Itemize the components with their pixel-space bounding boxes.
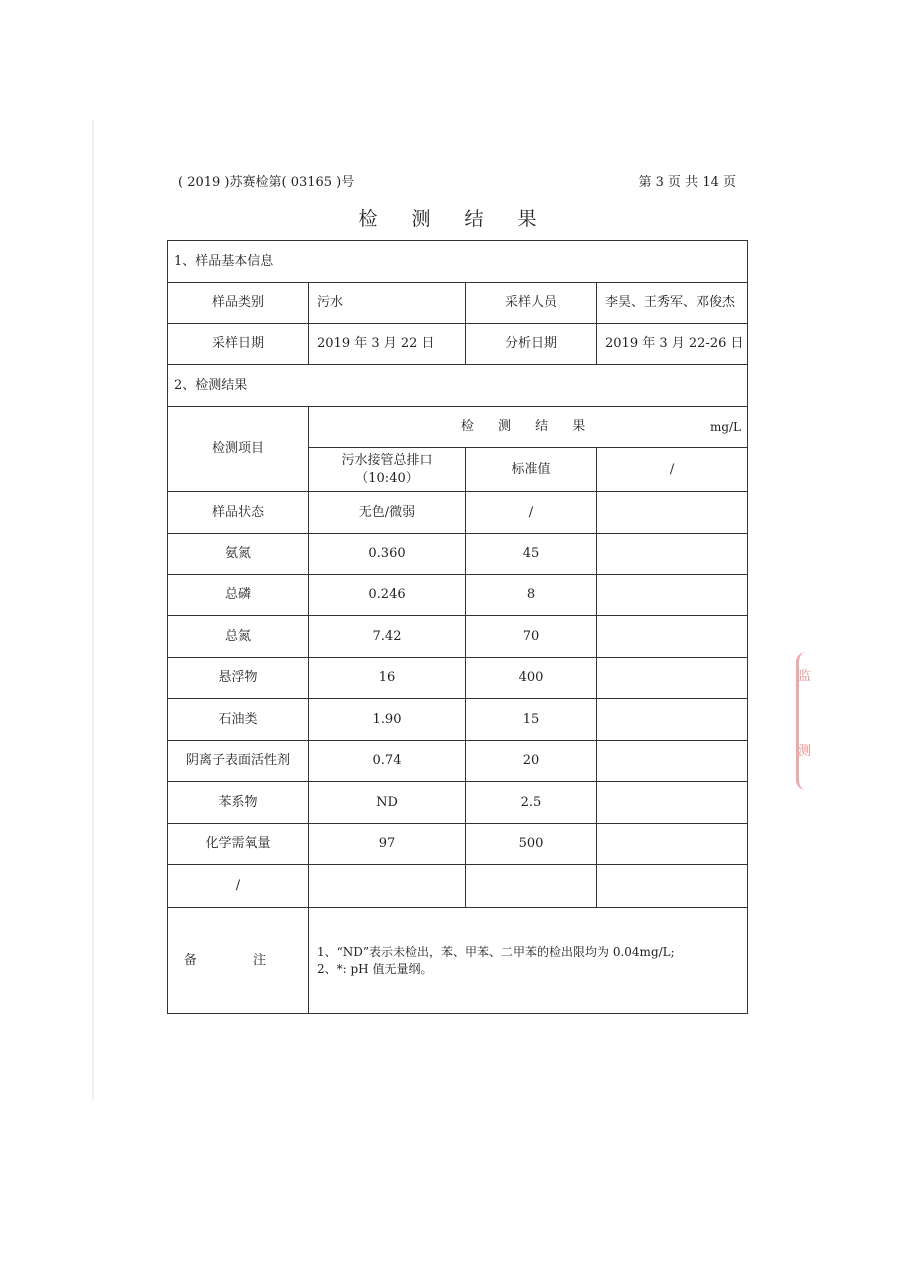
- item-value: 0.360: [309, 534, 466, 575]
- item-name: 氨氮: [168, 534, 309, 575]
- item-extra: [597, 782, 748, 824]
- item-extra: [597, 699, 748, 741]
- analysis-date-label: 分析日期: [466, 324, 597, 365]
- table-row: [168, 741, 748, 782]
- table-row: [168, 658, 748, 699]
- table-row: [168, 492, 748, 534]
- item-name: 石油类: [168, 699, 309, 741]
- scan-edge: [92, 120, 94, 1100]
- page-title: 检 测 结 果: [358, 208, 551, 230]
- sampling-date-value: 2019 年 3 月 22 日: [309, 324, 466, 365]
- item-standard: 70: [466, 616, 597, 658]
- item-standard: 400: [466, 658, 597, 699]
- section1-heading: 1、样品基本信息: [168, 241, 748, 283]
- table-row: [168, 865, 748, 908]
- item-name: 化学需氧量: [168, 824, 309, 865]
- sampling-point-header: [309, 448, 466, 492]
- item-name: /: [168, 865, 309, 908]
- sampler-value: 李昊、王秀军、邓俊杰: [597, 283, 748, 324]
- table-row: [168, 283, 748, 324]
- item-extra: [597, 534, 748, 575]
- item-value: 无色/微弱: [309, 492, 466, 534]
- sampling-point-time: （10:40）: [355, 470, 419, 486]
- item-standard: 20: [466, 741, 597, 782]
- sampling-date-label: 采样日期: [168, 324, 309, 365]
- standard-header: 标准值: [466, 448, 597, 492]
- item-standard: 8: [466, 575, 597, 616]
- seal-char-1: 监: [798, 669, 812, 684]
- item-value: 1.90: [309, 699, 466, 741]
- results-table: [167, 240, 748, 1014]
- item-extra: [597, 492, 748, 534]
- analysis-date-value: 2019 年 3 月 22-26 日: [597, 324, 748, 365]
- item-value: 7.42: [309, 616, 466, 658]
- item-value: ND: [309, 782, 466, 824]
- item-extra: [597, 658, 748, 699]
- notes-label: [168, 908, 309, 1014]
- item-name: 悬浮物: [168, 658, 309, 699]
- note-line-1: 1、“ND”表示未检出，苯、甲苯、二甲苯的检出限均为 0.04mg/L;: [317, 945, 675, 960]
- item-standard: 45: [466, 534, 597, 575]
- notes-row: [168, 908, 748, 1014]
- item-standard: /: [466, 492, 597, 534]
- document-number: ( 2019 )苏赛检第( 03165 )号: [178, 175, 355, 190]
- table-row: [168, 616, 748, 658]
- unit-label: mg/L: [709, 419, 742, 434]
- result-header-title: 检 测 结 果: [460, 419, 596, 435]
- item-value: 0.246: [309, 575, 466, 616]
- item-column-header: 检测项目: [168, 407, 309, 492]
- item-standard: [466, 865, 597, 908]
- table-row: [168, 699, 748, 741]
- result-header: [309, 407, 748, 448]
- item-name: 总磷: [168, 575, 309, 616]
- sample-type-value: 污水: [309, 283, 466, 324]
- item-value: 16: [309, 658, 466, 699]
- item-extra: [597, 824, 748, 865]
- item-extra: [597, 865, 748, 908]
- item-standard: 15: [466, 699, 597, 741]
- table-row: [168, 575, 748, 616]
- section2-heading: 2、检测结果: [168, 365, 748, 407]
- item-value: 0.74: [309, 741, 466, 782]
- extra-header: /: [597, 448, 748, 492]
- table-row: [168, 824, 748, 865]
- item-name: 总氮: [168, 616, 309, 658]
- notes-content: [309, 908, 748, 1014]
- sample-type-label: 样品类别: [168, 283, 309, 324]
- item-name: 苯系物: [168, 782, 309, 824]
- page-info: 第 3 页 共 14 页: [638, 175, 736, 190]
- item-extra: [597, 616, 748, 658]
- item-extra: [597, 575, 748, 616]
- notes-label-text: 备 注: [183, 952, 293, 968]
- note-line-2: 2、*: pH 值无量纲。: [317, 961, 433, 976]
- item-value: 97: [309, 824, 466, 865]
- item-standard: 2.5: [466, 782, 597, 824]
- item-standard: 500: [466, 824, 597, 865]
- item-name: 阴离子表面活性剂: [168, 741, 309, 782]
- table-row: [168, 534, 748, 575]
- item-name: 样品状态: [168, 492, 309, 534]
- sampling-point-name: 污水接管总排口: [341, 452, 433, 468]
- sampler-label: 采样人员: [466, 283, 597, 324]
- table-row: [168, 782, 748, 824]
- seal-char-2: 测: [798, 744, 812, 759]
- item-value: [309, 865, 466, 908]
- item-extra: [597, 741, 748, 782]
- table-row: [168, 324, 748, 365]
